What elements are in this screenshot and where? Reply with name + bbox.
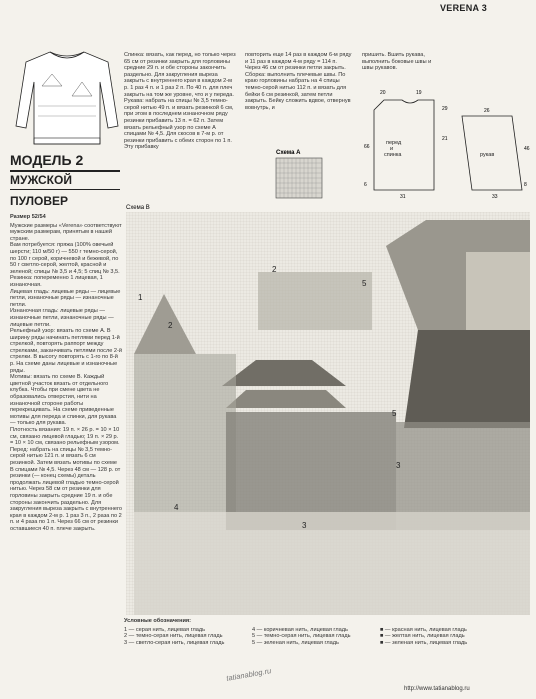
legend-item: 5 — темно-серая нить, лицевая гладь xyxy=(252,633,351,640)
measure-label: 29 xyxy=(442,106,448,112)
sweater-illustration xyxy=(12,46,122,152)
legend xyxy=(124,618,530,693)
motif-label: 2 xyxy=(272,265,277,274)
instructions-column-2 xyxy=(124,52,236,151)
measure-label: 21 xyxy=(442,136,448,142)
measure-label: 33 xyxy=(492,194,498,200)
paragraph: Сборка: выполнить плечевые швы. По краю горловины набрать на 4 спицы темно-серой нитью 112 п. и вязать для бейки 6 см резинкой, затем петли закрыть. Бейку сложить вдвое, отвернув вовнутрь, и xyxy=(245,71,351,111)
paragraph: Рельефный узор: вязать по схеме А. В ширину ряды начинать петлями перед 1-й стрелкой, повторять раппорт между стрелками, заканчивать петлями после 2-й стрелки. В высоту повторять с 1-го по 8-й р. На схеме даны лицевые и изнаночные ряды. xyxy=(10,328,123,374)
divider xyxy=(10,170,120,172)
measure-label: 6 xyxy=(364,182,367,188)
legend-title: Условные обозначения: xyxy=(124,618,192,624)
paragraph: Лицевая гладь: лицевые ряды — лицевые петли, изнаночные ряды — изнаночные петли. xyxy=(10,288,121,308)
paragraph: повторить еще 14 раз в каждом 6-м ряду и 11 раз в каждом 4-м ряду = 114 п. Через 46 см от резинки петли закрыть. xyxy=(245,52,352,72)
paragraph: Вам потребуется: пряжа (100% овечьей шерсти; 110 м/50 г) — 550 г темно-серой, по 100 г серой, коричневой и бежевой, по 50 г светло-серой, желтой, красной и зеленой; спицы № 3,5 и 4,5; 5 спиц № 3,5. xyxy=(10,242,120,275)
paragraph: Перед: набрать на спицы № 3,5 темно-серой нитью 121 п. и вязать 6 см резинкой. Затем вязать мотивы по схеме В спицами № 4,5. Через 48 см — 128 р. от резинки (— конец схемы) деталь продолжать лицевой гладью темно-серой нитью. Через 58 см от резинки для горловины закрыть средние 19 п. и обе стороны закончить раздельно. Для закругления выреза закрыть с внутреннего края в каждом 2-м р. 1 раз 3 п., 2 раза по 2 п. и 4 раза по 1 п. Через 66 см от резинки оставшиеся 40 п. плече закрыть. xyxy=(10,446,122,532)
measure-label: 26 xyxy=(484,108,490,114)
measure-label: 8 xyxy=(524,182,527,188)
label-and: и xyxy=(390,146,394,152)
scheme-a-chart xyxy=(270,148,330,204)
scheme-b-title: Схема В xyxy=(126,205,150,211)
legend-item: 3 — светло-серая нить, лицевая гладь xyxy=(124,639,225,646)
motif-label: 3 xyxy=(396,461,401,470)
paragraph: Мотивы: вязать по схеме В. Каждый цветной участок вязать от отдельного клубка. Чтобы при смене цвета не образовались отверстия, нити на изнаночной стороне работы перекрещивать. На схеме приведенные мотивы для переда и спинки, для рукава — только для рукава. xyxy=(10,374,117,427)
label-sleeve: рукав xyxy=(480,152,495,158)
motif-label: 4 xyxy=(174,503,179,512)
measure-label: 66 xyxy=(364,144,370,150)
instructions-column-4: пришить. Вшить рукава, выполнить боковые швы и швы рукавов. xyxy=(362,52,432,72)
label-back: спинка xyxy=(384,152,402,158)
divider xyxy=(10,189,120,190)
label-front: перед xyxy=(386,140,402,146)
motif-label: 2 xyxy=(168,321,173,330)
magazine-name: VERENA 3 xyxy=(440,3,488,13)
motif-label: 5 xyxy=(362,279,367,288)
model-title: МОДЕЛЬ 2 xyxy=(10,152,84,168)
size-line: Размер 52/54 xyxy=(10,214,46,220)
measure-label: 20 xyxy=(380,90,386,96)
legend-item: ■ — красная нить, лицевая гладь xyxy=(380,626,467,633)
measure-label: 19 xyxy=(416,90,422,96)
paragraph: Рукава: набрать на спицы № 3,5 темно-серой нитью 49 п. и вязать резинкой 6 см, при этом в последнем изнаночном ряду резинки прибавить 13 п. = 62 п. Затем вязать рельефный узор по схеме А спицами № 4,5. Для скосов в 7-м р. от резинки прибавить с обеих сторон по 1 п. Эту прибавку xyxy=(124,98,234,151)
paragraph: Плотность вязания: 19 п. × 26 р. = 10 × 10 см, связано лицевой гладью; 19 п. × 29 р. = 10 × 10 см, связано рельефным узором. xyxy=(10,427,120,447)
legend-item: ■ — желтая нить, лицевая гладь xyxy=(380,633,465,640)
scheme-a-title: Схема А xyxy=(276,150,301,156)
paragraph: Спинка: вязать, как перед, но только через 65 см от резинки закрыть для горловины средние 29 п. и обе стороны закончить раздельно. Для закругления выреза закрыть с внутреннего края в каждом 2-м р. 1 раз 4 п. и 1 раз 2 п. По 40 п. для плеч закрыть на том же уровне, что и у переда. xyxy=(124,52,236,98)
paragraph: Мужские размеры «Verena» соответствуют мужским размерам, принятым в нашей стране. xyxy=(10,222,122,242)
legend-item: ■ — зеленая нить, лицевая гладь xyxy=(380,639,468,646)
instructions-column-3 xyxy=(245,52,353,111)
measure-label: 46 xyxy=(524,146,530,152)
instructions-left-column xyxy=(10,214,122,533)
garment-type: МУЖСКОЙ xyxy=(10,173,72,187)
measurement-diagram xyxy=(362,80,532,200)
blog-watermark: tatianablog.ru xyxy=(225,666,272,683)
legend-item: 5 — зеленая нить, лицевая гладь xyxy=(252,639,339,646)
measure-label: 31 xyxy=(400,194,406,200)
site-url[interactable]: http://www.tatianablog.ru xyxy=(404,686,470,692)
motif-label: 5 xyxy=(392,409,397,418)
scheme-b-chart xyxy=(126,205,530,615)
legend-item: 2 — темно-серая нить, лицевая гладь xyxy=(124,633,223,640)
paragraph: Резинка: попеременно 1 лицевая, 1 изнаночная. xyxy=(10,275,103,288)
garment-name: ПУЛОВЕР xyxy=(10,194,69,208)
legend-item: 4 — коричневая нить, лицевая гладь xyxy=(252,626,348,633)
paragraph: Изнаночная гладь: лицевые ряды — изнаночные петли, изнаночные ряды — лицевые петли. xyxy=(10,308,114,328)
motif-label: 1 xyxy=(138,293,143,302)
legend-item: 1 — серая нить, лицевая гладь xyxy=(124,626,206,633)
motif-label: 3 xyxy=(302,521,307,530)
